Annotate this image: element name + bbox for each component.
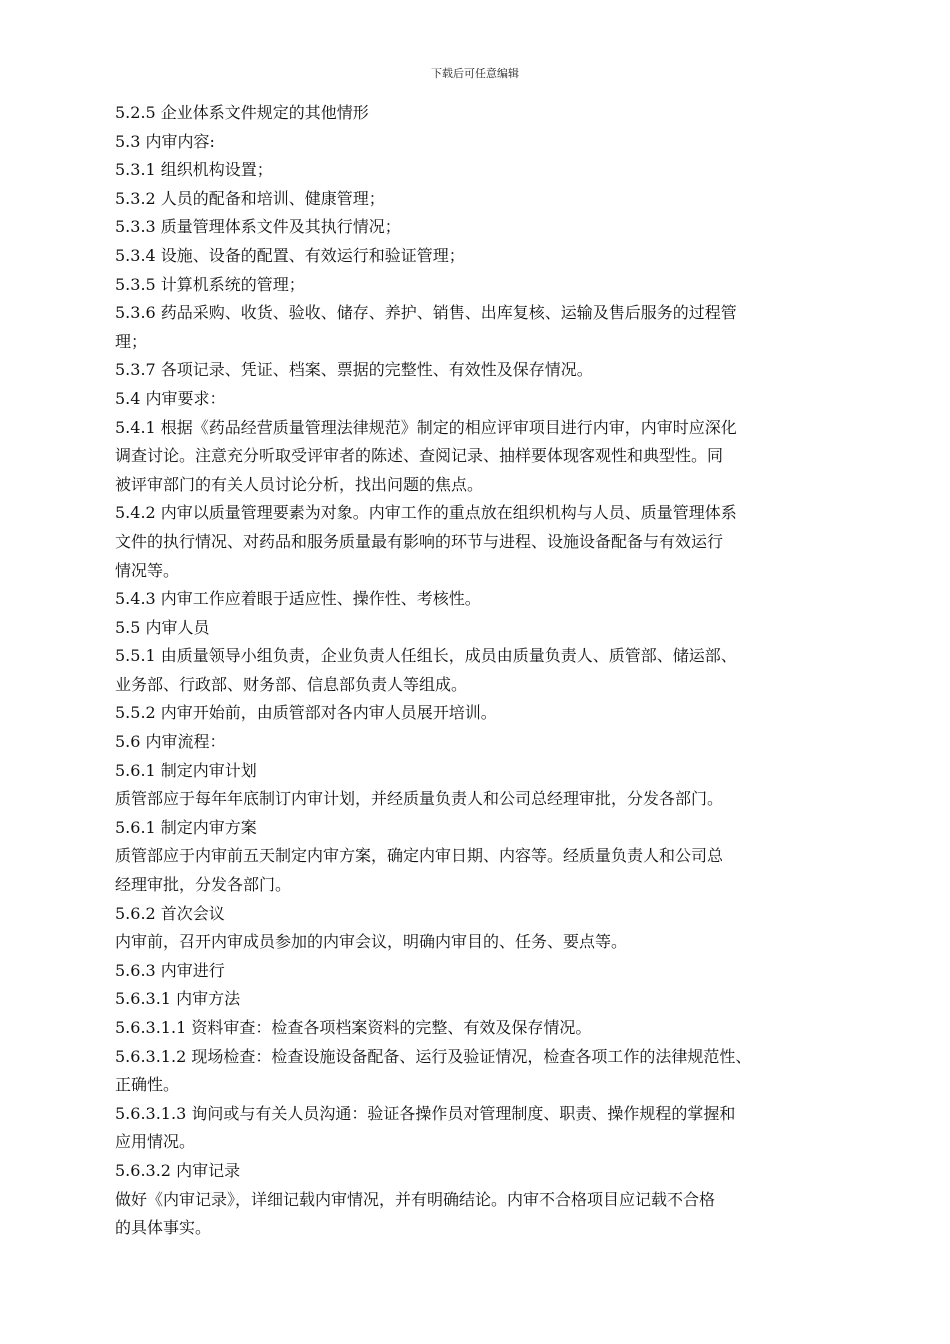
text-line: 5.4.1 根据《药品经营质量管理法律规范》制定的相应评审项目进行内审，内审时应深化 <box>115 417 737 437</box>
text-line: 理； <box>115 331 148 351</box>
text-line: 5.5.1 由质量领导小组负责，企业负责人任组长，成员由质量负责人、质管部、储运部、 <box>115 646 737 666</box>
text-line: 5.3.1 组织机构设置； <box>115 160 273 180</box>
page-header: 下载后可任意编辑 <box>431 67 519 80</box>
text-line: 5.6.3.1.3 询问或与有关人员沟通：验证各操作员对管理制度、职责、操作规程的掌握和 <box>115 1103 736 1123</box>
text-line: 5.4.3 内审工作应着眼于适应性、操作性、考核性。 <box>115 589 481 609</box>
text-line: 5.3.6 药品采购、收货、验收、储存、养护、销售、出库复核、运输及售后服务的过程管 <box>115 303 737 323</box>
text-line: 质管部应于每年年底制订内审计划，并经质量负责人和公司总经理审批，分发各部门。 <box>115 789 724 809</box>
text-line: 情况等。 <box>115 560 180 580</box>
text-line: 5.6.3.1 内审方法 <box>115 989 241 1009</box>
text-line: 5.4.2 内审以质量管理要素为对象。内审工作的重点放在组织机构与人员、质量管理体系 <box>115 503 737 523</box>
text-line: 做好《内审记录》，详细记载内审情况，并有明确结论。内审不合格项目应记载不合格 <box>115 1189 716 1209</box>
text-line: 的具体事实。 <box>115 1218 212 1238</box>
document-body <box>115 99 860 1243</box>
text-line: 内审前，召开内审成员参加的内审会议，明确内审目的、任务、要点等。 <box>115 932 628 952</box>
text-line: 5.3.3 质量管理体系文件及其执行情况； <box>115 217 401 237</box>
text-line: 5.6.3.2 内审记录 <box>115 1160 241 1180</box>
text-line: 5.3.2 人员的配备和培训、健康管理； <box>115 188 385 208</box>
text-line: 5.6.1 制定内审计划 <box>115 760 257 780</box>
text-line: 5.6.3 内审进行 <box>115 960 225 980</box>
text-line: 质管部应于内审前五天制定内审方案，确定内审日期、内容等。经质量负责人和公司总 <box>115 846 724 866</box>
text-line: 文件的执行情况、对药品和服务质量最有影响的环节与进程、设施设备配备与有效运行 <box>115 531 724 551</box>
text-line: 5.6.3.1.2 现场检查：检查设施设备配备、运行及验证情况，检查各项工作的法律规范性、 <box>115 1046 752 1066</box>
text-line: 5.3.5 计算机系统的管理； <box>115 274 305 294</box>
text-line: 5.5 内审人员 <box>115 617 210 637</box>
text-line: 5.6.2 首次会议 <box>115 903 225 923</box>
text-line: 应用情况。 <box>115 1132 196 1152</box>
text-line: 业务部、行政部、财务部、信息部负责人等组成。 <box>115 674 468 694</box>
text-line: 5.6.3.1.1 资料审查：检查各项档案资料的完整、有效及保存情况。 <box>115 1018 592 1037</box>
text-line: 被评审部门的有关人员讨论分析，找出问题的焦点。 <box>115 474 484 494</box>
text-line: 经理审批，分发各部门。 <box>115 875 292 895</box>
text-line: 调查讨论。注意充分听取受评审者的陈述、查阅记录、抽样要体现客观性和典型性。同 <box>115 446 724 466</box>
text-line: 5.2.5 企业体系文件规定的其他情形 <box>115 103 369 122</box>
text-line: 5.3.4 设施、设备的配置、有效运行和验证管理； <box>115 245 465 265</box>
text-line: 5.4 内审要求： <box>115 388 226 408</box>
text-line: 5.5.2 内审开始前，由质管部对各内审人员展开培训。 <box>115 703 497 723</box>
text-line: 5.6.1 制定内审方案 <box>115 817 257 837</box>
text-line: 正确性。 <box>115 1075 180 1095</box>
text-line: 5.3.7 各项记录、凭证、档案、票据的完整性、有效性及保存情况。 <box>115 360 593 380</box>
text-line: 5.3 内审内容: <box>115 131 215 151</box>
text-line: 5.6 内审流程： <box>115 732 226 752</box>
